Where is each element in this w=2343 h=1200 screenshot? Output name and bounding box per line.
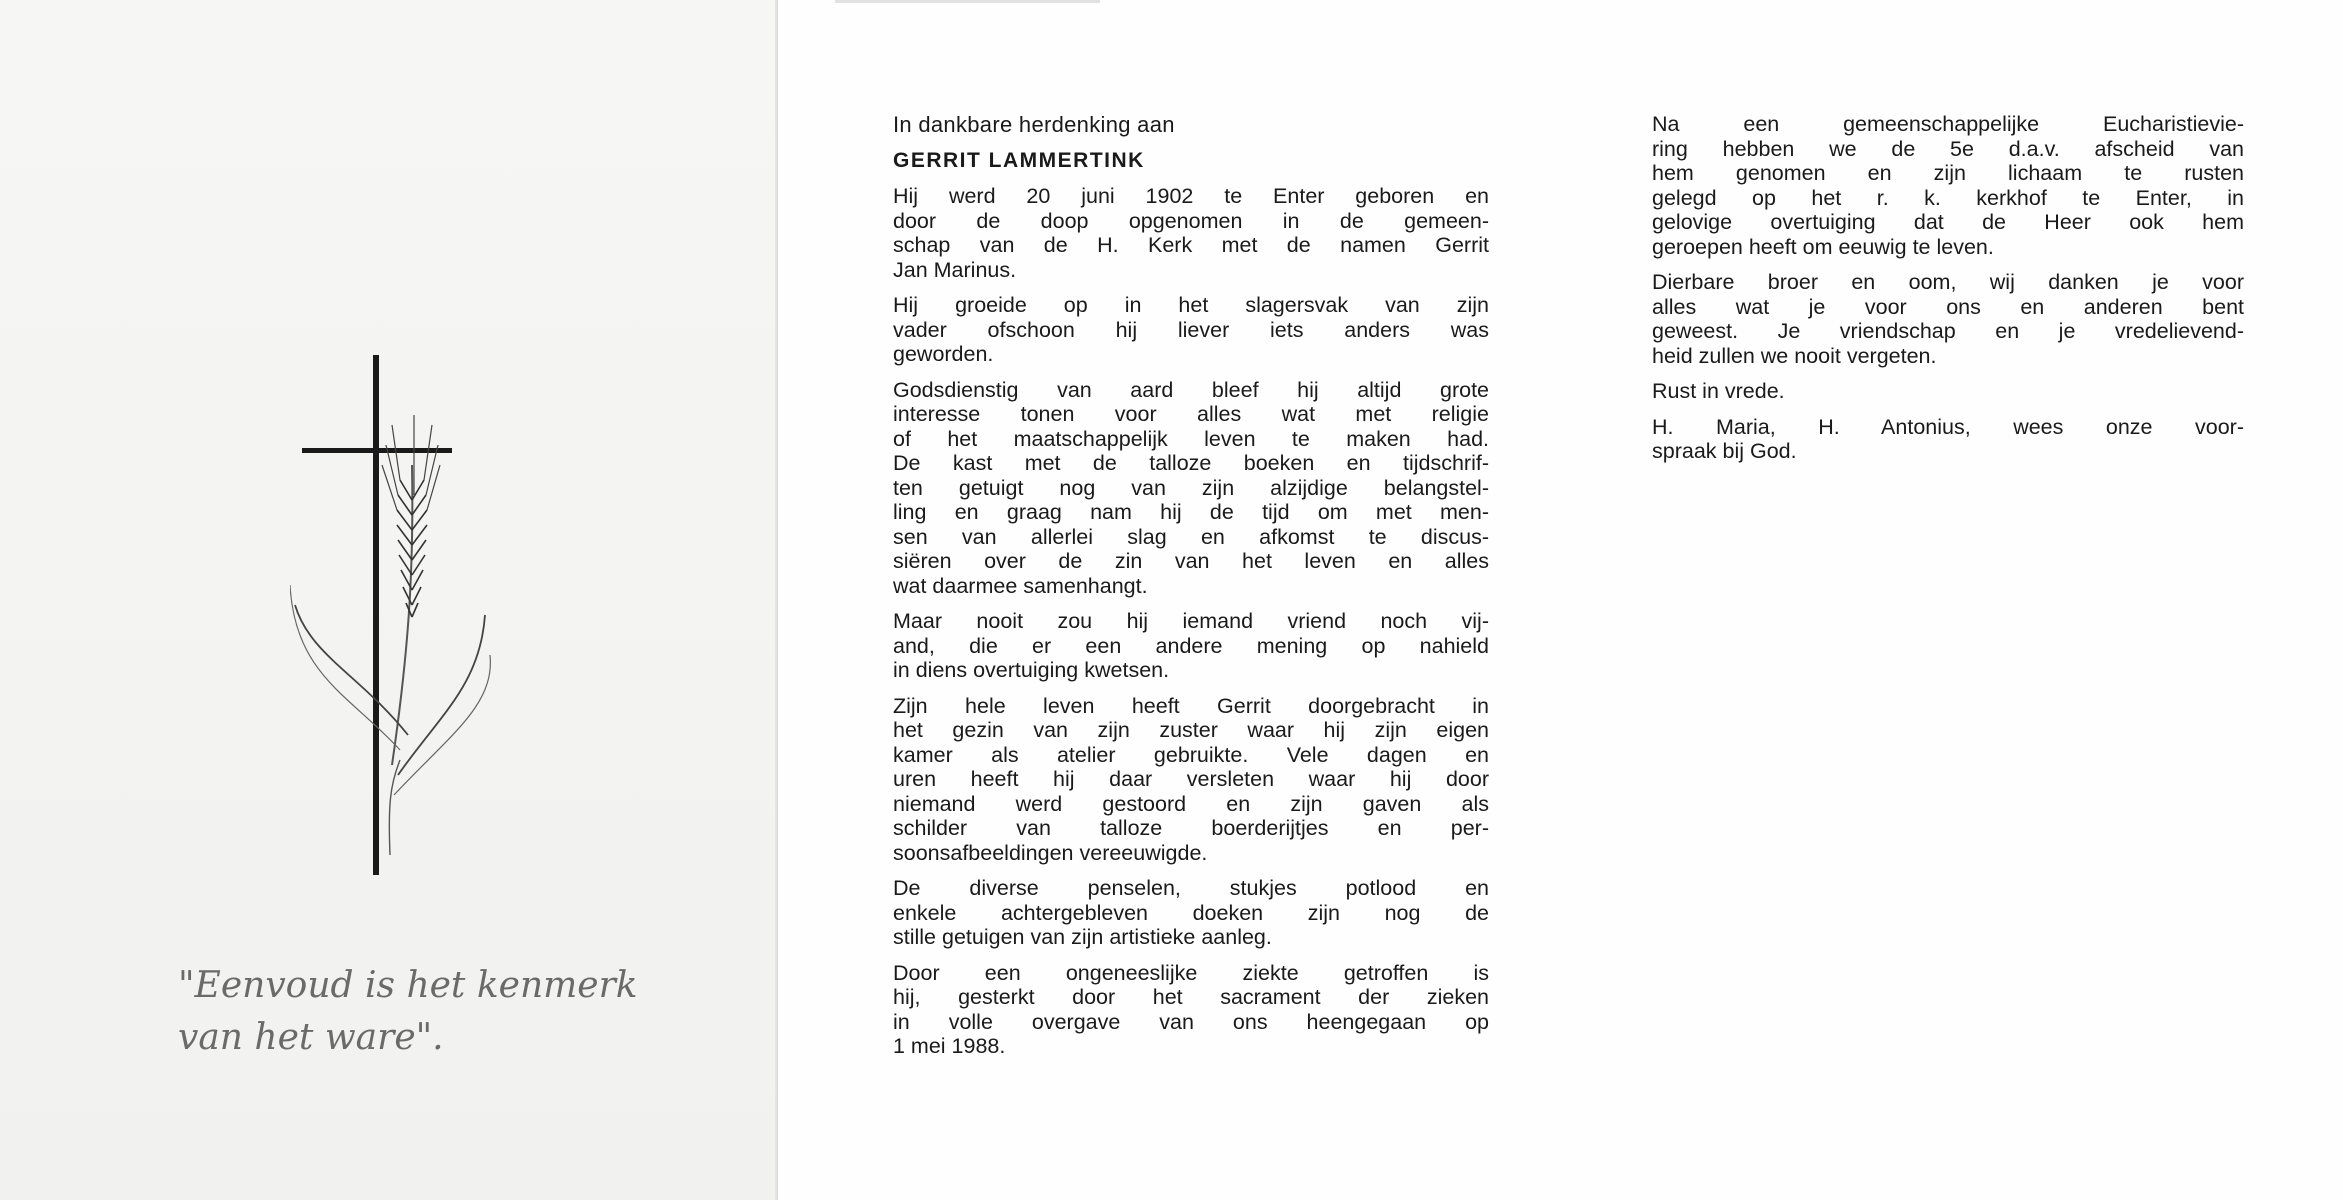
text-line: soonsafbeeldingen vereeuwigde. [893, 840, 1208, 865]
text-line: alles wat je voor ons en anderen bent [1652, 294, 2244, 319]
farewell-paragraph [1652, 112, 2244, 259]
text-line: Door een ongeneeslijke ziekte getroffen is [893, 960, 1489, 985]
text-line: sen van allerlei slag en afkomst te discus- [893, 524, 1489, 549]
text-line: geroepen heeft om eeuwig te leven. [1652, 234, 1994, 259]
text-line: De diverse penselen, stukjes potlood en [893, 876, 1489, 900]
text-line: wat daarmee samenhangt. [893, 573, 1148, 598]
text-column-left [893, 112, 1489, 1070]
text-line: De kast met de talloze boeken en tijdschrif- [893, 451, 1489, 475]
text-line: gelovige overtuiging dat de Heer ook hem [1652, 210, 2244, 234]
divider [835, 0, 1100, 3]
text-line: heid zullen we nooit vergeten. [1652, 343, 1937, 368]
text-line: kamer als atelier gebruikte. Vele dagen en [893, 742, 1489, 767]
text-line: schap van de H. Kerk met de namen Gerrit [893, 233, 1489, 257]
farewell-paragraph [1652, 270, 2244, 368]
text-line: and, die er een andere mening op nahield [893, 633, 1489, 658]
text-line: Hij groeide op in het slagersvak van zijn [893, 293, 1489, 317]
text-line: Hij werd 20 juni 1902 te Enter geboren en [893, 184, 1489, 208]
text-line: of het maatschappelijk leven te maken had. [893, 426, 1489, 451]
text-line: door de doop opgenomen in de gemeen- [893, 208, 1489, 233]
text-line: Dierbare broer en oom, wij danken je voor [1652, 270, 2244, 294]
cross-and-wheat-icon [290, 355, 540, 895]
biography-paragraph [893, 961, 1489, 1059]
motto-quote [178, 960, 658, 1064]
text-line: uren heeft hij daar versleten waar hij door [893, 767, 1489, 791]
text-line: in diens overtuiging kwetsen. [893, 658, 1170, 682]
text-line: vader ofschoon hij liever iets anders was [893, 317, 1489, 342]
text-line: geworden. [893, 342, 994, 366]
deceased-name: GERRIT LAMMERTINK [893, 149, 1145, 172]
text-line: hij, gesterkt door het sacrament der zieken [893, 985, 1489, 1009]
text-line: Zijn hele leven heeft Gerrit doorgebracht in [893, 693, 1489, 718]
text-line: Maar nooit zou hij iemand vriend noch vij- [893, 609, 1489, 633]
text-line: interesse tonen voor alles wat met religie [893, 402, 1489, 426]
text-line: in volle overgave van ons heengegaan op [893, 1009, 1489, 1034]
text-line: spraak bij God. [1652, 439, 1797, 463]
text-line: ten getuigt nog van zijn alzijdige belangstel- [893, 475, 1489, 500]
text-line: 1 mei 1988. [893, 1034, 1006, 1058]
text-line: het gezin van zijn zuster waar hij zijn eigen [893, 718, 1489, 742]
dedication-heading: In dankbare herdenking aan [893, 112, 1175, 137]
text-line: Rust in vrede. [1652, 379, 1785, 403]
text-line: niemand werd gestoord en zijn gaven als [893, 791, 1489, 816]
text-line: enkele achtergebleven doeken zijn nog de [893, 900, 1489, 925]
text-line: stille getuigen van zijn artistieke aanleg. [893, 925, 1272, 949]
text-line: ling en graag nam hij de tijd om met men- [893, 500, 1489, 524]
biography-paragraph [893, 184, 1489, 282]
text-line: hem genomen en zijn lichaam te rusten [1652, 161, 2244, 185]
biography-paragraph [893, 609, 1489, 683]
farewell-text [1652, 112, 2244, 464]
biography-text [893, 184, 1489, 1059]
text-line: gelegd op het r. k. kerkhof te Enter, in [1652, 185, 2244, 210]
motto-line-1: "Eenvoud is het kenmerk [178, 965, 638, 1006]
biography-paragraph [893, 876, 1489, 950]
farewell-paragraph [1652, 379, 2244, 404]
text-line: Jan Marinus. [893, 257, 1017, 282]
biography-paragraph [893, 293, 1489, 367]
text-line: Godsdienstig van aard bleef hij altijd grote [893, 377, 1489, 402]
biography-paragraph [893, 378, 1489, 599]
text-line: H. Maria, H. Antonius, wees onze voor- [1652, 414, 2244, 439]
card-front-panel [0, 0, 778, 1200]
biography-paragraph [893, 694, 1489, 866]
farewell-paragraph [1652, 415, 2244, 464]
text-line: ring hebben we de 5e d.a.v. afscheid van [1652, 136, 2244, 161]
text-line: siëren over de zin van het leven en alles [893, 549, 1489, 573]
text-line: geweest. Je vriendschap en je vredelievend- [1652, 319, 2244, 343]
text-line: schilder van talloze boerderijtjes en per- [893, 816, 1489, 840]
text-line: Na een gemeenschappelijke Eucharistievie- [1652, 112, 2244, 136]
motto-line-2: van het ware". [178, 1017, 444, 1058]
text-column-right [1652, 112, 2244, 475]
